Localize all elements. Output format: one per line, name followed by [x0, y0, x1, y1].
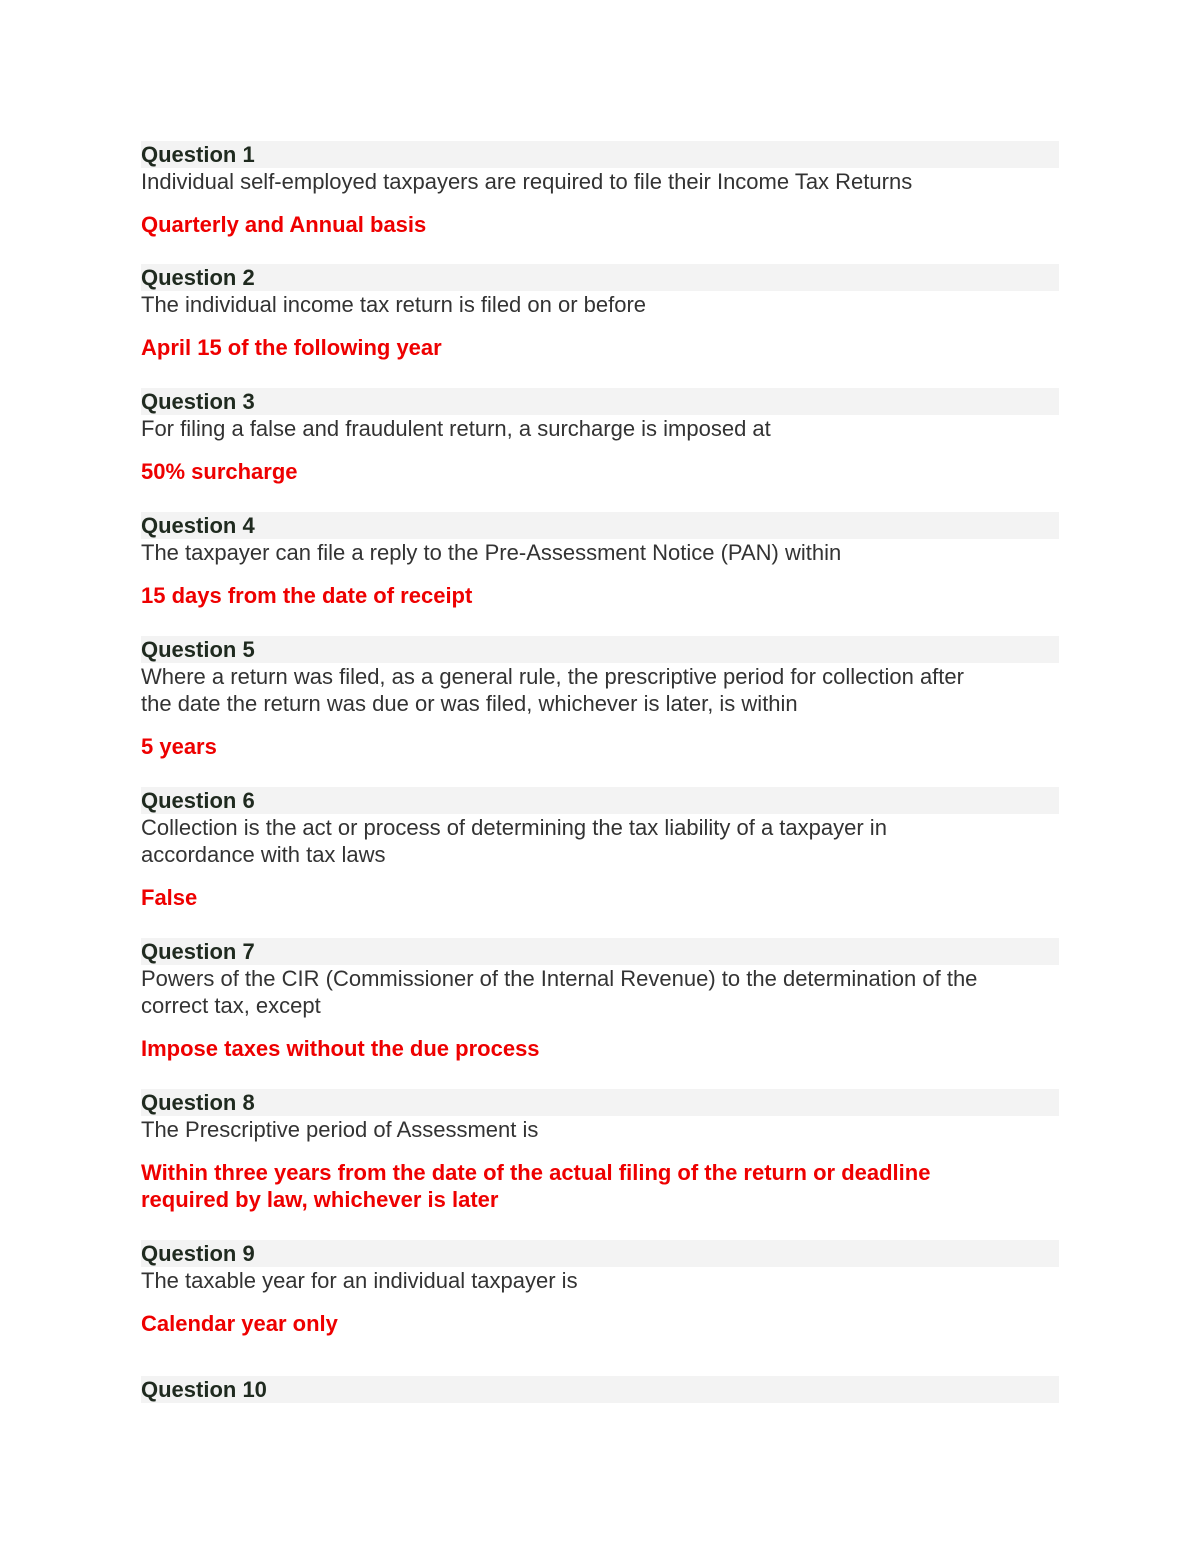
question-block-5: [141, 636, 1059, 760]
question-block-8: [141, 1089, 1059, 1213]
question-block-10: [141, 1376, 1059, 1403]
question-block-4: [141, 512, 1059, 609]
question-label: Question 2: [141, 264, 1059, 291]
question-answer: Calendar year only: [141, 1311, 338, 1336]
question-answer: Impose taxes without the due process: [141, 1036, 540, 1061]
question-block-6: [141, 787, 1059, 911]
question-text: Where a return was filed, as a general rule, the prescriptive period for collection after the date the return was due or was filed, whichever is later, is within: [141, 664, 964, 716]
question-text: The Prescriptive period of Assessment is: [141, 1117, 539, 1142]
question-text: Powers of the CIR (Commissioner of the Internal Revenue) to the determination of the correct tax, except: [141, 966, 978, 1018]
question-label: Question 6: [141, 787, 1059, 814]
question-answer: False: [141, 885, 198, 910]
question-answer: 15 days from the date of receipt: [141, 583, 473, 608]
question-label: Question 3: [141, 388, 1059, 415]
question-label: Question 7: [141, 938, 1059, 965]
question-text: Individual self-employed taxpayers are required to file their Income Tax Returns: [141, 169, 913, 194]
question-label: Question 10: [141, 1376, 1059, 1403]
question-label: Question 9: [141, 1240, 1059, 1267]
question-block-9: [141, 1240, 1059, 1337]
question-answer: Quarterly and Annual basis: [141, 212, 427, 237]
question-block-1: [141, 141, 1059, 238]
question-text: Collection is the act or process of determining the tax liability of a taxpayer in accordance with tax laws: [141, 815, 887, 867]
question-block-2: [141, 264, 1059, 361]
question-label: Question 5: [141, 636, 1059, 663]
question-answer: 50% surcharge: [141, 459, 298, 484]
question-answer: 5 years: [141, 734, 217, 759]
question-label: Question 4: [141, 512, 1059, 539]
question-label: Question 8: [141, 1089, 1059, 1116]
question-answer: April 15 of the following year: [141, 335, 442, 360]
question-block-3: [141, 388, 1059, 485]
question-block-7: [141, 938, 1059, 1062]
question-label: Question 1: [141, 141, 1059, 168]
question-answer: Within three years from the date of the actual filing of the return or deadline required by law, whichever is later: [141, 1160, 931, 1212]
question-text: The taxpayer can file a reply to the Pre-Assessment Notice (PAN) within: [141, 540, 842, 565]
question-text: For filing a false and fraudulent return, a surcharge is imposed at: [141, 416, 771, 441]
question-text: The taxable year for an individual taxpayer is: [141, 1268, 578, 1293]
question-text: The individual income tax return is filed on or before: [141, 292, 647, 317]
